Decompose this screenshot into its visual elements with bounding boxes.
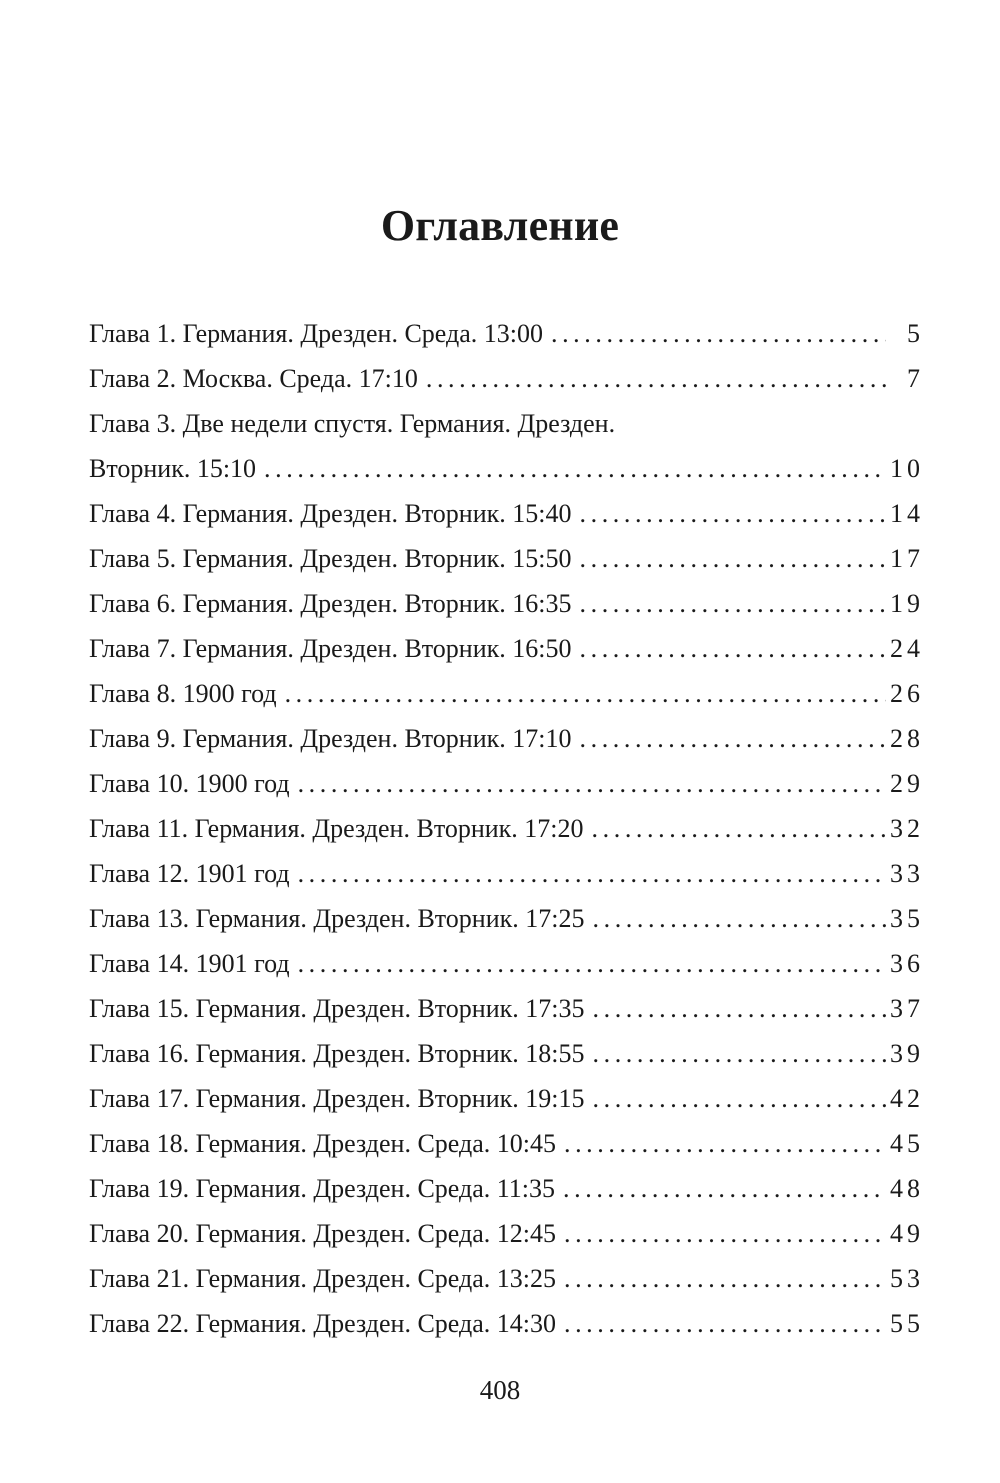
toc-entry-page: 17 [890,544,924,573]
toc-entry-title: Глава 22. Германия. Дрезден. Среда. 14:30 [89,1309,556,1338]
toc-entry-title: Глава 3. Две недели спустя. Германия. Дрезден. [89,409,616,438]
toc-entry-21[interactable] [89,1256,924,1301]
toc-entry-page: 10 [890,454,924,483]
toc-entry-11[interactable] [89,806,924,851]
toc-entry-13[interactable] [89,896,924,941]
toc-entry-12[interactable] [89,851,924,896]
toc-entry-19[interactable] [89,1166,924,1211]
toc-entry-14[interactable] [89,941,924,986]
toc-entry-title: Глава 18. Германия. Дрезден. Среда. 10:45 [89,1129,556,1158]
dot-leader [593,986,887,1031]
toc-entry-7[interactable] [89,626,924,671]
table-of-contents [89,311,924,1346]
toc-entry-20[interactable] [89,1211,924,1256]
dot-leader [580,491,887,536]
toc-entry-title: Глава 15. Германия. Дрезден. Вторник. 17:35 [89,994,585,1023]
toc-entry-9[interactable] [89,716,924,761]
page-number: 408 [479,1375,521,1405]
dot-leader [264,446,886,491]
toc-entry-3-line-1[interactable] [89,401,920,446]
toc-entry-title: Глава 14. 1901 год [89,949,290,978]
toc-entry-17[interactable] [89,1076,924,1121]
toc-entry-title: Глава 2. Москва. Среда. 17:10 [89,364,418,393]
dot-leader [551,311,886,356]
toc-entry-18[interactable] [89,1121,924,1166]
toc-entry-8[interactable] [89,671,924,716]
toc-entry-page: 32 [890,814,924,843]
toc-entry-title: Глава 21. Германия. Дрезден. Среда. 13:25 [89,1264,556,1293]
dot-leader [564,1121,886,1166]
toc-entry-title: Глава 4. Германия. Дрезден. Вторник. 15:40 [89,499,572,528]
toc-entry-page: 36 [890,949,924,978]
toc-entry-page: 55 [890,1309,924,1338]
toc-entry-2[interactable] [89,356,924,401]
toc-entry-title: Глава 11. Германия. Дрезден. Вторник. 17:20 [89,814,584,843]
toc-entry-title: Глава 7. Германия. Дрезден. Вторник. 16:50 [89,634,572,663]
toc-entry-page: 19 [890,589,924,618]
toc-entry-page: 35 [890,904,924,933]
dot-leader [564,1211,886,1256]
toc-entry-page: 7 [907,364,924,393]
toc-entry-16[interactable] [89,1031,924,1076]
dot-leader [580,536,887,581]
toc-entry-page: 29 [890,769,924,798]
toc-entry-title: Глава 5. Германия. Дрезден. Вторник. 15:50 [89,544,572,573]
dot-leader [564,1256,886,1301]
toc-entry-page: 33 [890,859,924,888]
toc-entry-title: Глава 12. 1901 год [89,859,290,888]
toc-entry-page: 28 [890,724,924,753]
toc-entry-4[interactable] [89,491,924,536]
dot-leader [580,716,887,761]
page-title: Оглавление [380,201,620,250]
toc-entry-title: Глава 17. Германия. Дрезден. Вторник. 19:15 [89,1084,585,1113]
toc-entry-title: Глава 1. Германия. Дрезден. Среда. 13:00 [89,319,543,348]
toc-entry-title: Глава 6. Германия. Дрезден. Вторник. 16:35 [89,589,572,618]
toc-entry-3[interactable] [89,446,924,491]
toc-entry-page: 39 [890,1039,924,1068]
toc-entry-title: Глава 19. Германия. Дрезден. Среда. 11:35 [89,1174,556,1203]
toc-entry-title: Глава 9. Германия. Дрезден. Вторник. 17:10 [89,724,572,753]
toc-entry-page: 5 [907,319,924,348]
toc-entry-title: Глава 8. 1900 год [89,679,277,708]
dot-leader [593,896,887,941]
toc-entry-page: 53 [890,1264,924,1293]
toc-entry-1[interactable] [89,311,924,356]
dot-leader [593,1076,887,1121]
toc-entry-6[interactable] [89,581,924,626]
dot-leader [580,626,887,671]
dot-leader [426,356,886,401]
toc-entry-5[interactable] [89,536,924,581]
dot-leader [563,1166,886,1211]
toc-entry-page: 42 [890,1084,924,1113]
toc-entry-page: 24 [890,634,924,663]
toc-entry-page: 37 [890,994,924,1023]
toc-entry-title: Глава 13. Германия. Дрезден. Вторник. 17:25 [89,904,585,933]
toc-entry-10[interactable] [89,761,924,806]
dot-leader [285,671,886,716]
dot-leader [580,581,887,626]
dot-leader [592,806,886,851]
dot-leader [593,1031,887,1076]
toc-entry-title: Глава 20. Германия. Дрезден. Среда. 12:45 [89,1219,556,1248]
dot-leader [298,851,886,896]
toc-entry-page: 48 [890,1174,924,1203]
toc-entry-15[interactable] [89,986,924,1031]
dot-leader [298,761,886,806]
toc-entry-page: 26 [890,679,924,708]
toc-entry-title: Вторник. 15:10 [89,454,257,483]
toc-entry-title: Глава 10. 1900 год [89,769,290,798]
toc-entry-page: 49 [890,1219,924,1248]
toc-entry-22[interactable] [89,1301,924,1346]
toc-entry-page: 45 [890,1129,924,1158]
dot-leader [564,1301,886,1346]
dot-leader [298,941,886,986]
toc-entry-page: 14 [890,499,924,528]
toc-entry-title: Глава 16. Германия. Дрезден. Вторник. 18:55 [89,1039,585,1068]
